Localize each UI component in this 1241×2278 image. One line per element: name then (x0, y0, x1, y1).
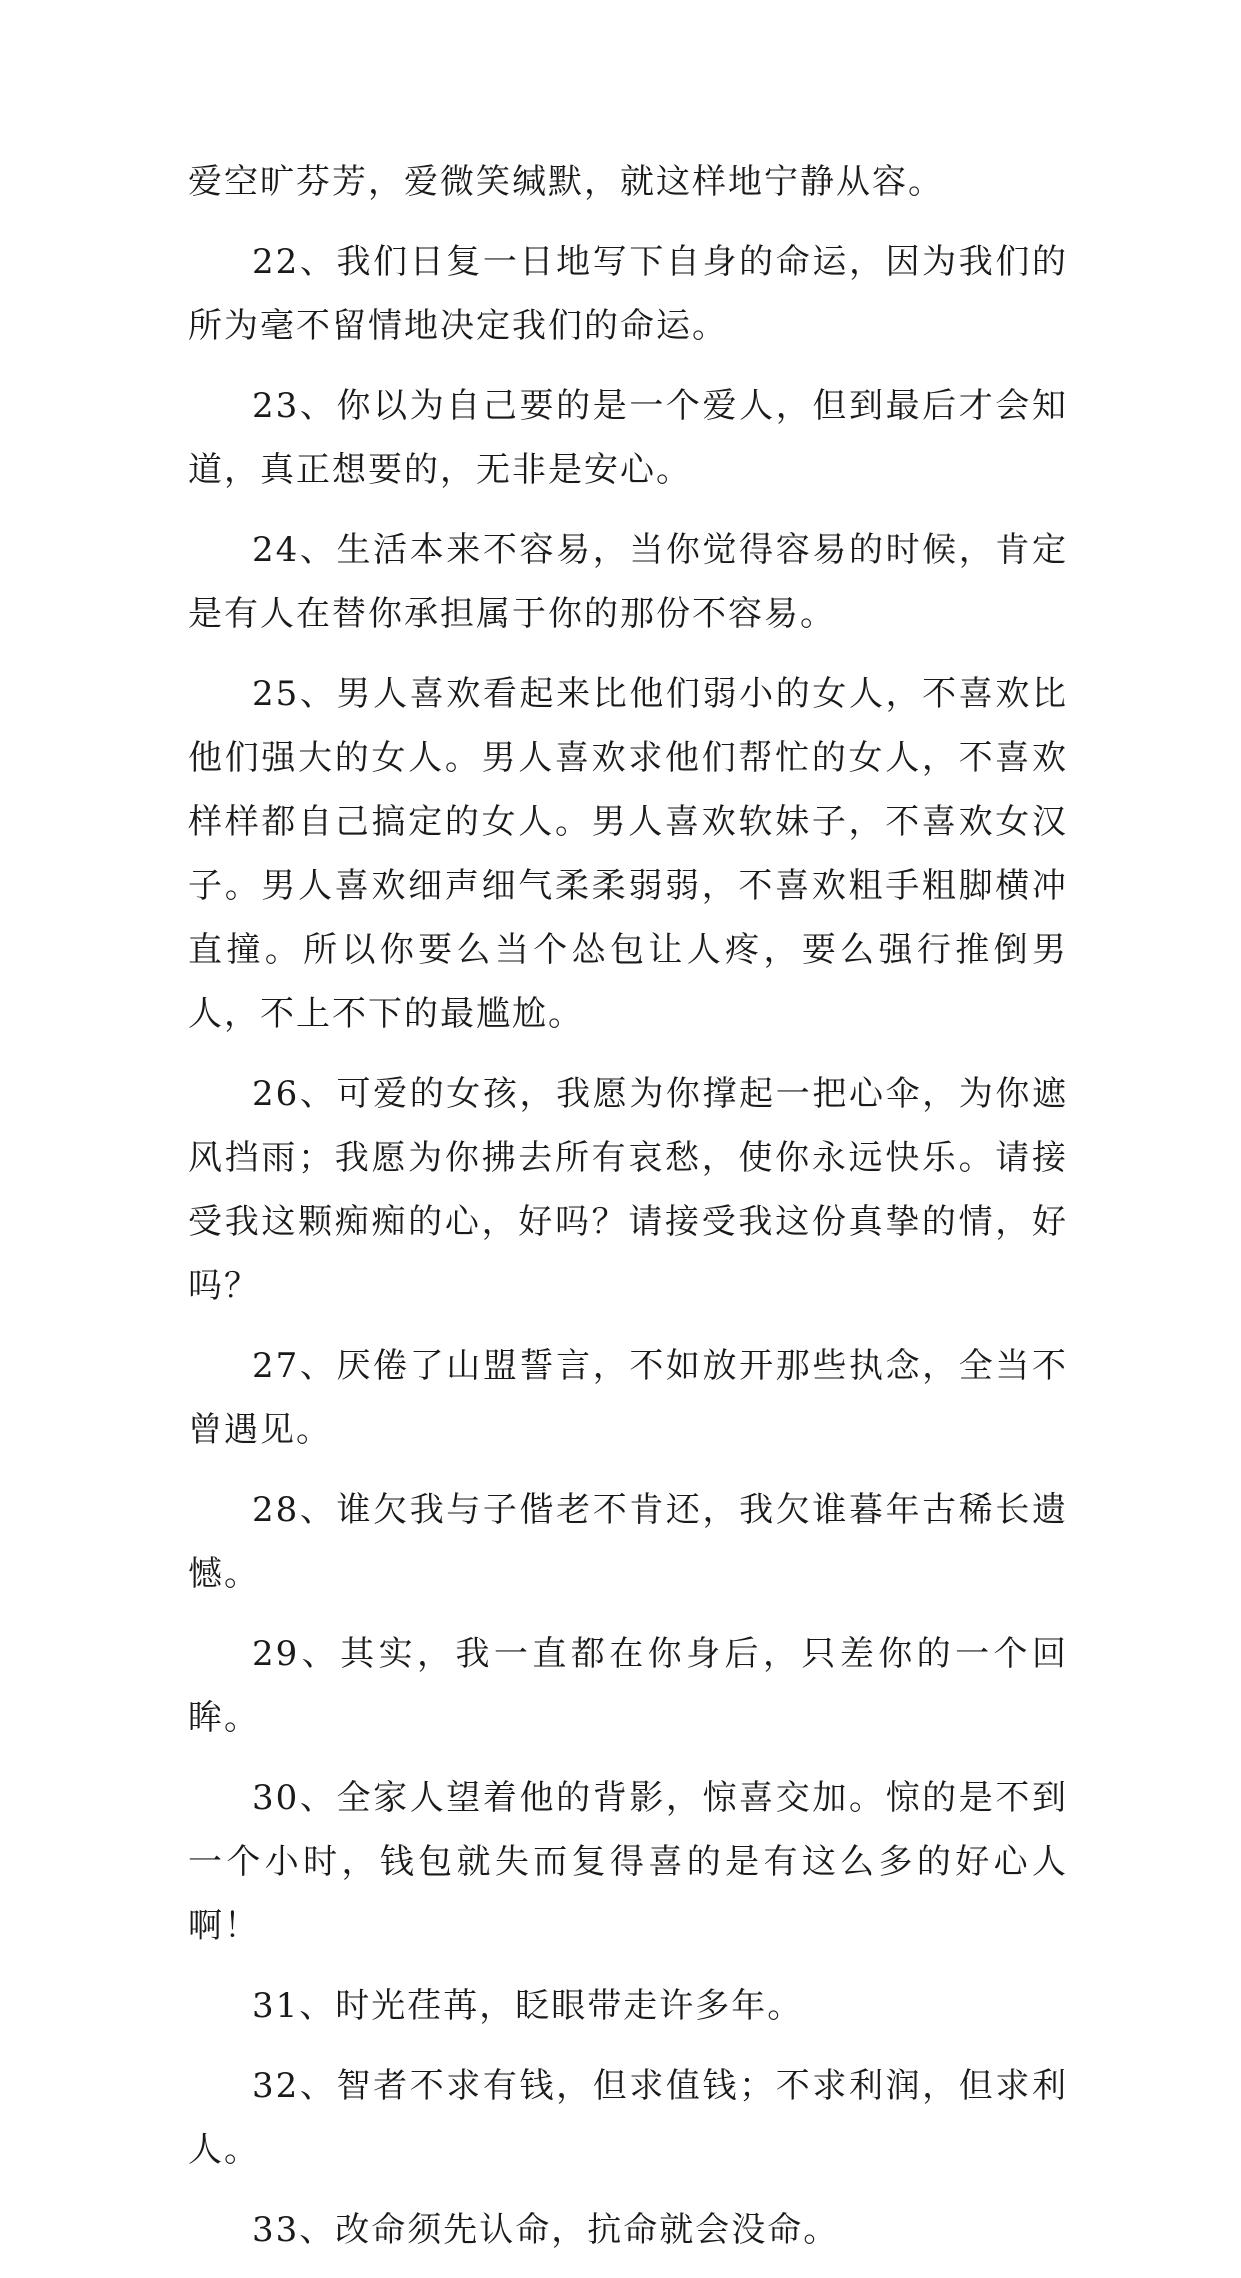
paragraph-29: 29、其实，我一直都在你身后，只差你的一个回眸。 (188, 1634, 1068, 1738)
paragraph-32: 32、智者不求有钱，但求值钱；不求利润，但求利人。 (188, 2066, 1068, 2170)
paragraph-27: 27、厌倦了山盟誓言，不如放开那些执念，全当不曾遇见。 (188, 1346, 1068, 1450)
paragraph-31: 31、时光荏苒，眨眼带走许多年。 (252, 1986, 804, 2026)
paragraph-25: 25、男人喜欢看起来比他们弱小的女人，不喜欢比他们强大的女人。男人喜欢求他们帮忙的女人，不喜欢样样都自己搞定的女人。男人喜欢软妹子，不喜欢女汉子。男人喜欢细声细气柔柔弱弱，不喜欢粗手粗脚横冲直撞。所以你要么当个怂包让人疼，要么强行推倒男人，不上不下的最尴尬。 (188, 674, 1068, 1034)
paragraph-33: 33、改命须先认命，抗命就会没命。 (252, 2210, 840, 2250)
paragraph-continuation: 爱空旷芬芳，爱微笑缄默，就这样地宁静从容。 (188, 162, 944, 202)
document-page (188, 150, 1068, 2278)
paragraph-24: 24、生活本来不容易，当你觉得容易的时候，肯定是有人在替你承担属于你的那份不容易。 (188, 530, 1068, 634)
paragraph-28: 28、谁欠我与子偕老不肯还，我欠谁暮年古稀长遗憾。 (188, 1490, 1068, 1594)
paragraph-22: 22、我们日复一日地写下自身的命运，因为我们的所为毫不留情地决定我们的命运。 (188, 242, 1068, 346)
paragraph-26: 26、可爱的女孩，我愿为你撑起一把心伞，为你遮风挡雨；我愿为你拂去所有哀愁，使你永远快乐。请接受我这颗痴痴的心，好吗？请接受我这份真挚的情，好吗？ (188, 1074, 1068, 1306)
paragraph-30: 30、全家人望着他的背影，惊喜交加。惊的是不到一个小时，钱包就失而复得喜的是有这么多的好心人啊！ (188, 1778, 1068, 1946)
paragraph-23: 23、你以为自己要的是一个爱人，但到最后才会知道，真正想要的，无非是安心。 (188, 386, 1068, 490)
